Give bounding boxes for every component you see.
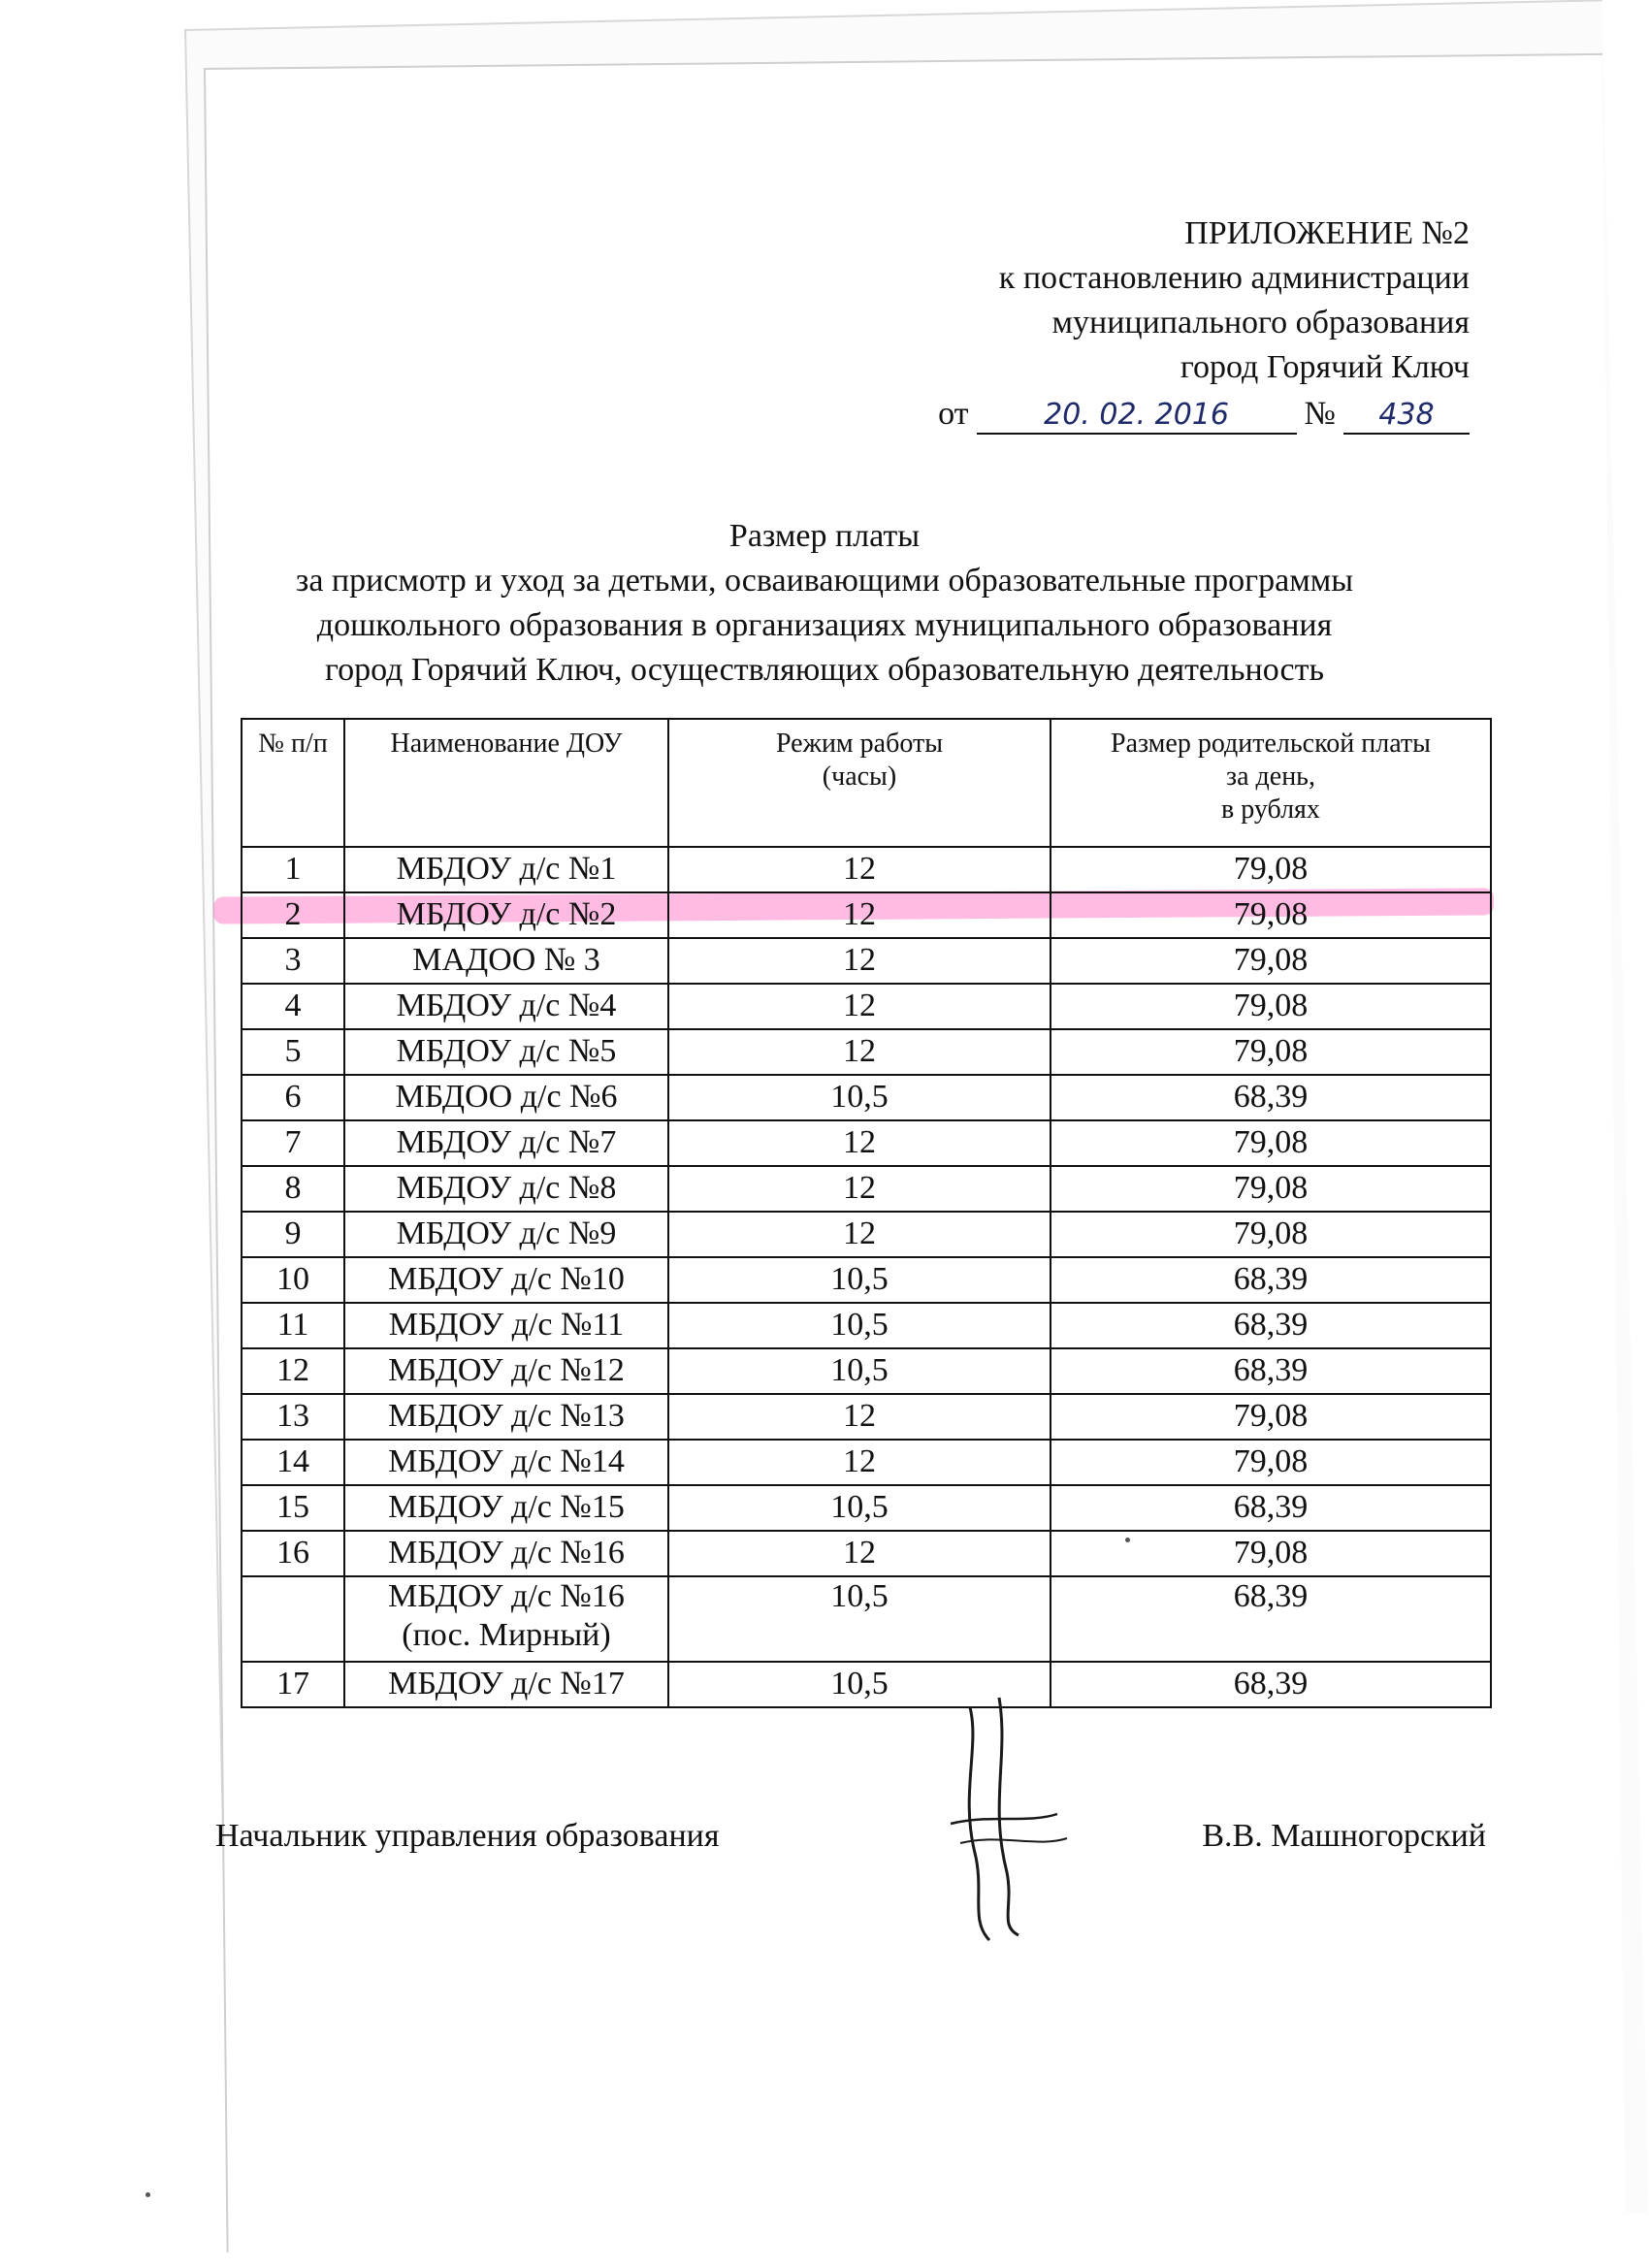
cell-num [242,1576,344,1662]
cell-hours: 12 [668,1029,1051,1075]
cell-num: 5 [242,1029,344,1075]
header-num: № п/п [242,719,344,847]
cell-num: 11 [242,1303,344,1348]
cell-fee: 79,08 [1051,1440,1491,1485]
cell-fee: 68,39 [1051,1348,1491,1394]
cell-hours: 12 [668,1394,1051,1440]
cell-fee: 68,39 [1051,1303,1491,1348]
cell-num: 6 [242,1075,344,1120]
cell-hours: 12 [668,938,1051,984]
header-hours-line-2: (часы) [822,761,897,792]
signatory-position: Начальник управления образования [215,1818,720,1854]
cell-num: 17 [242,1662,344,1707]
cell-hours: 10,5 [668,1075,1051,1120]
cell-name: МАДОО № 3 [344,938,668,984]
cell-name: МБДОУ д/с №13 [344,1394,668,1440]
cell-name: МБДОУ д/с №7 [344,1120,668,1166]
cell-name: МБДОУ д/с №16 [344,1531,668,1576]
cell-hours: 12 [668,892,1051,938]
cell-fee: 68,39 [1051,1485,1491,1531]
table-row [242,938,1491,984]
cell-fee: 79,08 [1051,1212,1491,1257]
header-fee-line-1: Размер родительской платы [1111,729,1431,759]
signature-block [215,1814,1486,1859]
cell-num: 15 [242,1485,344,1531]
cell-hours: 12 [668,984,1051,1029]
cell-hours: 10,5 [668,1576,1051,1662]
table-row [242,984,1491,1029]
cell-hours: 12 [668,1440,1051,1485]
appendix-date-line [868,392,1470,437]
handwritten-number: 438 [1343,398,1470,435]
table-row [242,847,1491,892]
cell-name: МБДОУ д/с №2 [344,892,668,938]
cell-fee: 79,08 [1051,984,1491,1029]
signatory-name: В.В. Машногорский [1202,1818,1486,1854]
cell-name: МБДОУ д/с №11 [344,1303,668,1348]
appendix-title: ПРИЛОЖЕНИЕ №2 [1184,215,1470,251]
cell-name: МБДОУ д/с №15 [344,1485,668,1531]
cell-fee: 79,08 [1051,1166,1491,1212]
cell-num: 1 [242,847,344,892]
document-heading [194,514,1455,693]
cell-fee: 79,08 [1051,847,1491,892]
cell-fee: 79,08 [1051,1531,1491,1576]
cell-fee: 68,39 [1051,1576,1491,1662]
header-fee-line-2: за день, [1226,761,1315,792]
header-fee-line-3: в рублях [1221,794,1320,825]
cell-fee: 68,39 [1051,1075,1491,1120]
header-fee [1051,719,1491,847]
cell-name: МБДОО д/с №6 [344,1075,668,1120]
cell-fee: 68,39 [1051,1662,1491,1707]
cell-hours: 10,5 [668,1348,1051,1394]
appendix-line-3: город Горячий Ключ [1180,349,1470,385]
cell-fee: 79,08 [1051,892,1491,938]
table-row [242,1394,1491,1440]
cell-fee: 79,08 [1051,1120,1491,1166]
cell-num: 16 [242,1531,344,1576]
heading-title: Размер платы [728,518,921,554]
cell-name: МБДОУ д/с №4 [344,984,668,1029]
cell-num: 8 [242,1166,344,1212]
scan-speck [146,2192,150,2197]
cell-hours: 10,5 [668,1257,1051,1303]
cell-num: 3 [242,938,344,984]
cell-hours: 12 [668,1531,1051,1576]
fees-table [241,718,1492,1708]
cell-hours: 10,5 [668,1485,1051,1531]
table-row [242,1257,1491,1303]
table-row [242,1029,1491,1075]
table-row [242,1576,1491,1662]
appendix-header [868,211,1470,437]
cell-num: 2 [242,892,344,938]
cell-num: 14 [242,1440,344,1485]
cell-name: МБДОУ д/с №14 [344,1440,668,1485]
cell-name: МБДОУ д/с №5 [344,1029,668,1075]
table-row [242,1120,1491,1166]
table-row [242,1440,1491,1485]
cell-fee: 79,08 [1051,938,1491,984]
table-row [242,892,1491,938]
cell-name: МБДОУ д/с №12 [344,1348,668,1394]
cell-name [344,1576,668,1662]
table-row [242,1662,1491,1707]
number-prefix: № [1304,396,1336,432]
table-row [242,1212,1491,1257]
cell-name: МБДОУ д/с №10 [344,1257,668,1303]
appendix-line-2: муниципального образования [1051,305,1470,340]
cell-name: МБДОУ д/с №1 [344,847,668,892]
cell-num: 4 [242,984,344,1029]
cell-hours: 10,5 [668,1303,1051,1348]
cell-name: МБДОУ д/с №8 [344,1166,668,1212]
table-row [242,1075,1491,1120]
cell-fee: 79,08 [1051,1029,1491,1075]
heading-line-2: дошкольного образования в организациях муниципального образования [316,607,1333,643]
cell-fee: 68,39 [1051,1257,1491,1303]
table-row [242,1485,1491,1531]
cell-num: 7 [242,1120,344,1166]
heading-line-3: город Горячий Ключ, осуществляющих образовательную деятельность [324,652,1324,688]
cell-name-line-2: (пос. Мирный) [402,1617,611,1653]
cell-name: МБДОУ д/с №17 [344,1662,668,1707]
table-header-row [242,719,1491,847]
cell-hours: 12 [668,1212,1051,1257]
cell-num: 12 [242,1348,344,1394]
cell-num: 10 [242,1257,344,1303]
cell-hours: 12 [668,1120,1051,1166]
cell-hours: 10,5 [668,1662,1051,1707]
cell-hours: 12 [668,1166,1051,1212]
cell-num: 9 [242,1212,344,1257]
cell-hours: 12 [668,847,1051,892]
handwritten-date: 20. 02. 2016 [977,398,1297,435]
table-row [242,1303,1491,1348]
scan-speck [1125,1538,1130,1542]
cell-name: МБДОУ д/с №9 [344,1212,668,1257]
header-name: Наименование ДОУ [344,719,668,847]
cell-fee: 79,08 [1051,1394,1491,1440]
table-row [242,1348,1491,1394]
cell-name-line-1: МБДОУ д/с №16 [388,1578,625,1614]
heading-line-1: за присмотр и уход за детьми, осваивающими образовательные программы [295,563,1354,599]
header-hours [668,719,1051,847]
cell-num: 13 [242,1394,344,1440]
date-prefix: от [938,396,969,432]
table-row [242,1166,1491,1212]
appendix-line-1: к постановлению администрации [998,260,1470,296]
header-hours-line-1: Режим работы [775,729,944,759]
table-row [242,1531,1491,1576]
